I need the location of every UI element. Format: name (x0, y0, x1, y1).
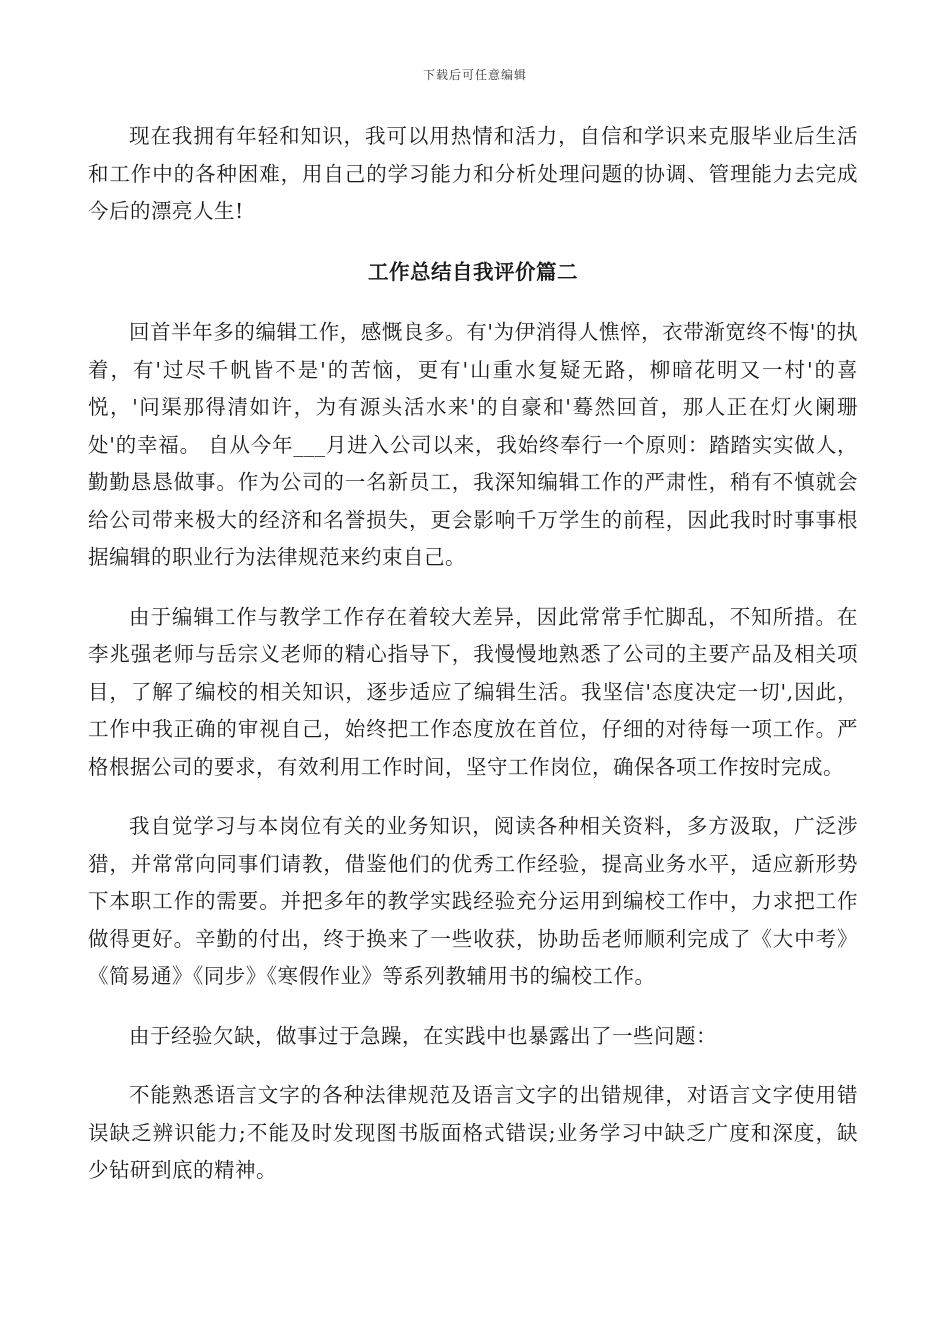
paragraph-learning: 我自觉学习与本岗位有关的业务知识，阅读各种相关资料，多方汲取，广泛涉猎，并常常向同事们请教，借鉴他们的优秀工作经验，提高业务水平，适应新形势下本职工作的需要。并把多年的教学实践经验充分运用到编校工作中，力求把工作做得更好。辛勤的付出，终于换来了一些收获，协助岳老师顺利完成了《大中考》《简易通》《同步》《寒假作业》等系列教辅用书的编校工作。 (88, 814, 858, 988)
paragraph-problems-intro: 由于经验欠缺，做事过于急躁，在实践中也暴露出了一些问题： (129, 1023, 717, 1048)
page-header-note: 下载后可任意编辑 (422, 68, 527, 82)
document-body (88, 118, 858, 1190)
paragraph-review: 回首半年多的编辑工作，感慨良多。有'为伊消得人憔悴，衣带渐宽终不悔'的执着，有'过尽千帆皆不是'的苦恼，更有'山重水复疑无路，柳暗花明又一村'的喜悦，'问渠那得清如许，为有源头活水来'的自豪和'蓦然回首，那人正在灯火阑珊处'的幸福。 自从今年___月进入公司以来，我始终奉行一个原则：踏踏实实做人，勤勤恳恳做事。作为公司的一名新员工，我深知编辑工作的严肃性，稍有不慎就会给公司带来极大的经济和名誉损失，更会影响千万学生的前程，因此我时时事事根据编辑的职业行为法律规范来约束自己。 (88, 320, 858, 569)
section-title: 工作总结自我评价篇二 (368, 259, 578, 284)
paragraph-adaptation: 由于编辑工作与教学工作存在着较大差异，因此常常手忙脚乱，不知所措。在李兆强老师与岳宗义老师的精心指导下，我慢慢地熟悉了公司的主要产品及相关项目，了解了编校的相关知识，逐步适应了编辑生活。我坚信'态度决定一切',因此，工作中我正确的审视自己，始终把工作态度放在首位，仔细的对待每一项工作。严格根据公司的要求，有效利用工作时间，坚守工作岗位，确保各项工作按时完成。 (88, 604, 858, 779)
paragraph-closing: 现在我拥有年轻和知识，我可以用热情和活力，自信和学识来克服毕业后生活和工作中的各种困难，用自己的学习能力和分析处理问题的协调、管理能力去完成今后的漂亮人生! (88, 124, 858, 223)
paragraph-problems-detail: 不能熟悉语言文字的各种法律规范及语言文字的出错规律，对语言文字使用错误缺乏辨识能力;不能及时发现图书版面格式错误;业务学习中缺乏广度和深度，缺少钻研到底的精神。 (88, 1083, 858, 1182)
